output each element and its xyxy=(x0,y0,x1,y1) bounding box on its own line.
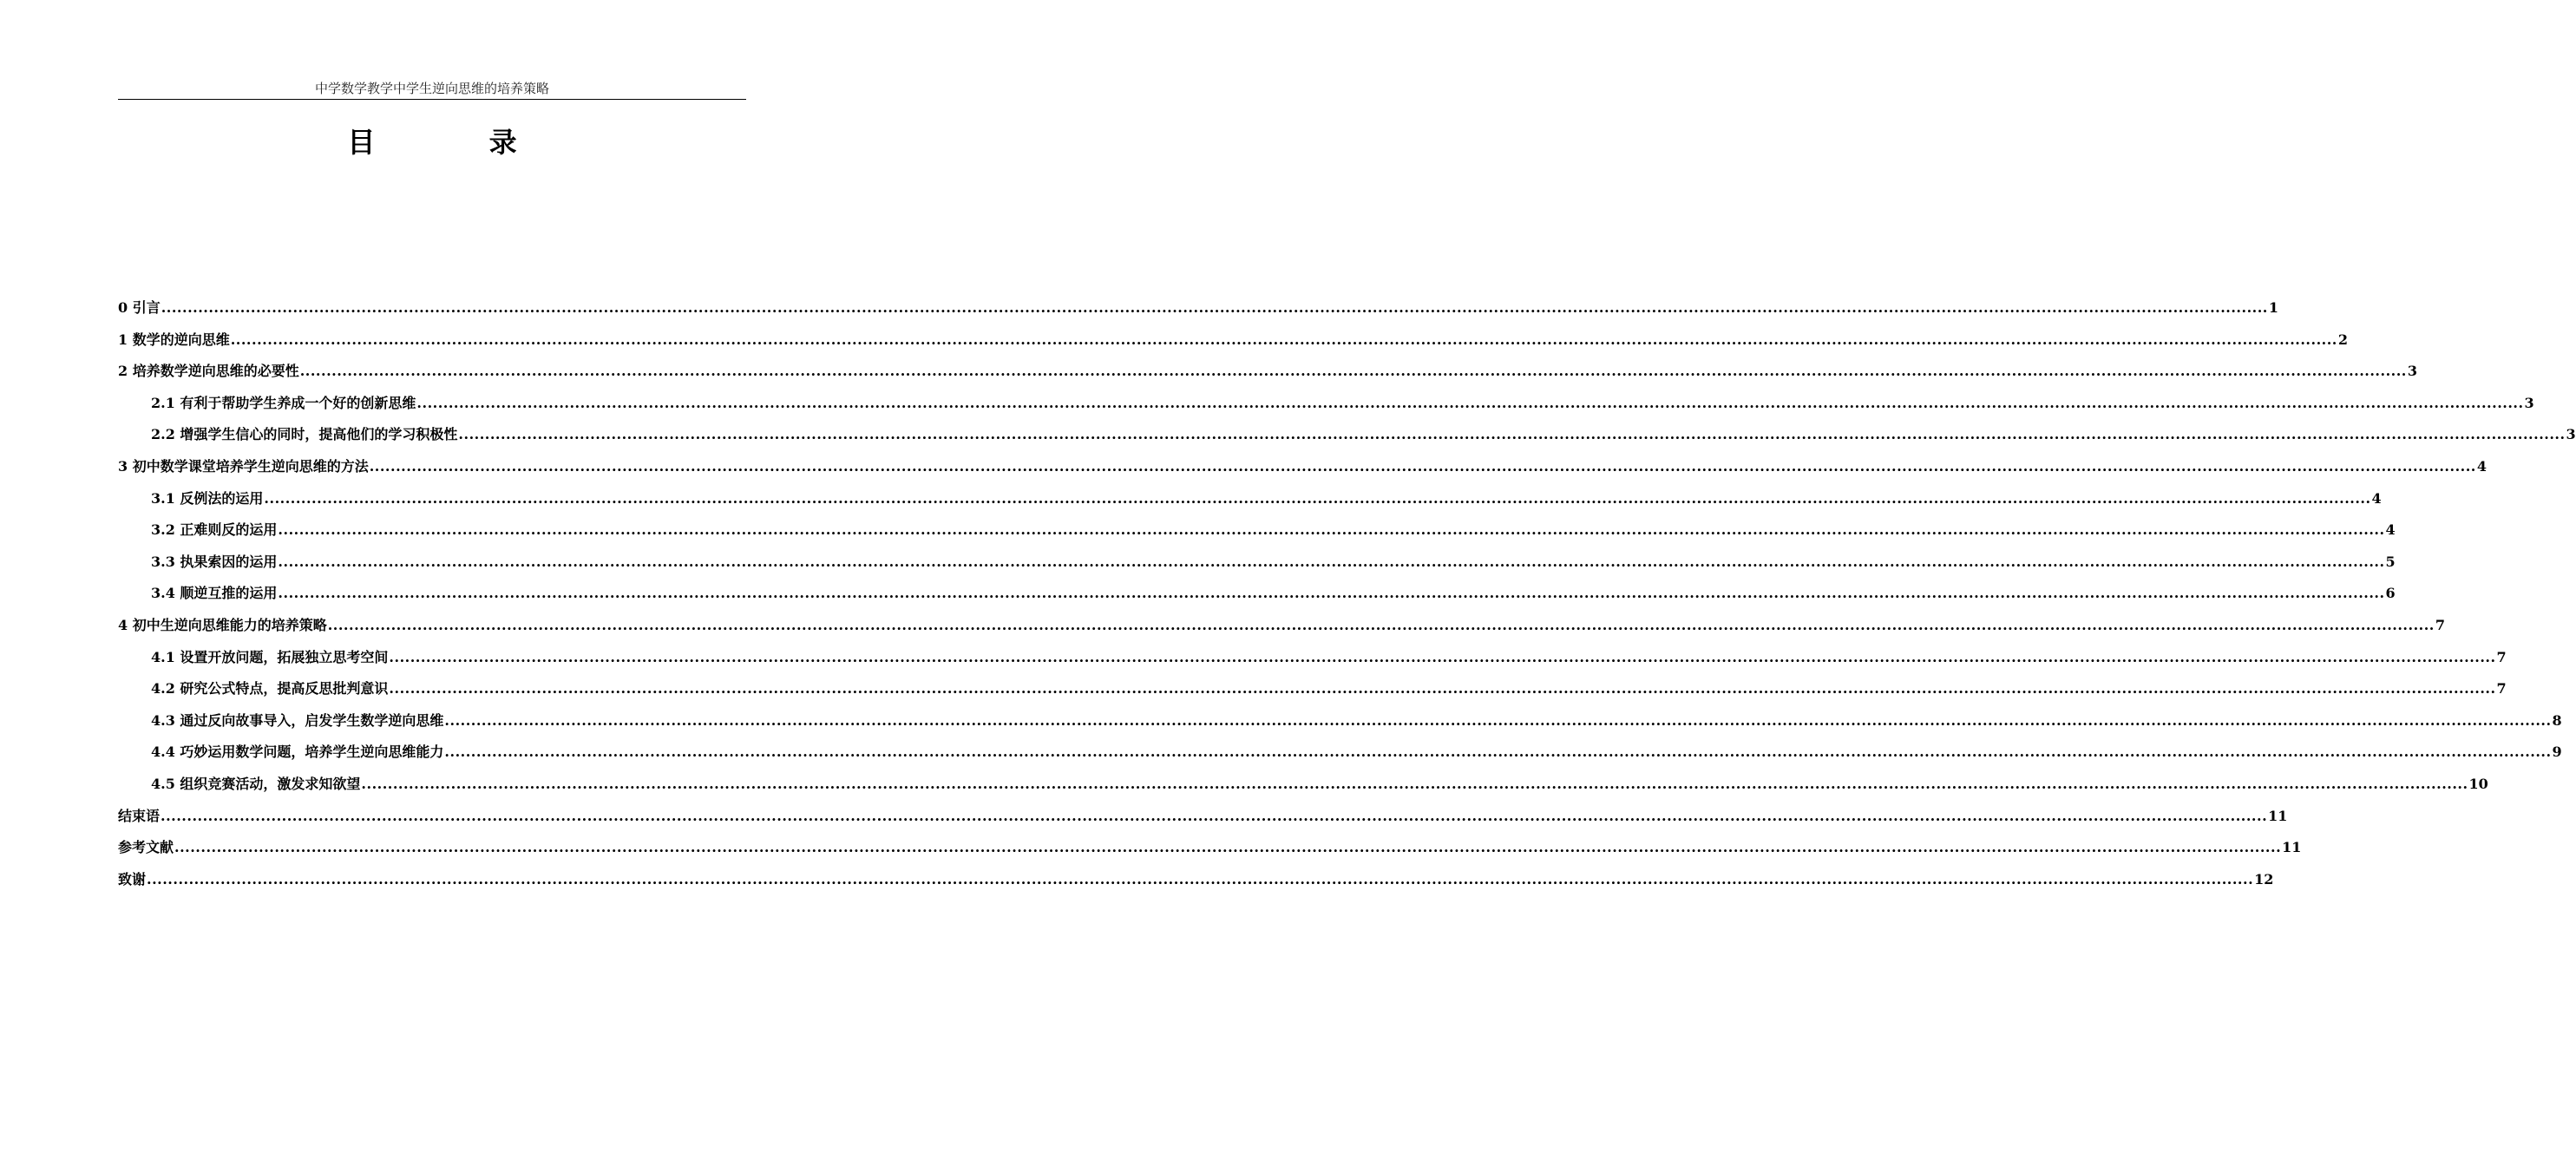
toc-dot-leader: ................................................................................................................................................................................................................................................................................................................................................................................................................ xyxy=(147,870,2254,888)
toc-dot-leader: ................................................................................................................................................................................................................................................................................................................................................................................................................ xyxy=(174,839,2282,856)
toc-page-number: 2 xyxy=(2337,331,2348,348)
toc-entry[interactable] xyxy=(118,773,2488,805)
toc-entry[interactable] xyxy=(118,455,2487,488)
toc-entry-label: 2.2 增强学生信心的同时，提高他们的学习积极性 xyxy=(151,426,458,443)
toc-dot-leader: ................................................................................................................................................................................................................................................................................................................................................................................................................ xyxy=(161,807,2268,824)
toc-page-number: 3 xyxy=(2524,394,2534,411)
toc-dot-leader: ................................................................................................................................................................................................................................................................................................................................................................................................................ xyxy=(369,457,2476,475)
toc-entry[interactable] xyxy=(118,614,2445,646)
toc-entry[interactable] xyxy=(118,519,2396,551)
toc-entry-label: 3.1 反例法的运用 xyxy=(151,489,264,507)
toc-dot-leader: ................................................................................................................................................................................................................................................................................................................................................................................................................ xyxy=(361,775,2468,792)
toc-page-number: 6 xyxy=(2385,585,2396,602)
toc-entry-label: 4 初中生逆向思维能力的培养策略 xyxy=(118,616,327,633)
toc-page-number: 10 xyxy=(2468,775,2488,792)
toc-entry[interactable] xyxy=(118,646,2507,678)
toc-entry[interactable] xyxy=(118,488,2382,520)
toc-entry[interactable] xyxy=(118,710,2562,742)
toc-page-number: 4 xyxy=(2476,457,2487,475)
toc-entry[interactable] xyxy=(118,678,2507,710)
toc-entry-label: 2 培养数学逆向思维的必要性 xyxy=(118,363,299,380)
toc-entry[interactable] xyxy=(118,297,2278,329)
toc-entry[interactable] xyxy=(118,551,2396,583)
toc-page-number: 8 xyxy=(2552,711,2562,729)
toc-dot-leader: ................................................................................................................................................................................................................................................................................................................................................................................................................ xyxy=(389,680,2496,698)
toc-dot-leader: ................................................................................................................................................................................................................................................................................................................................................................................................................ xyxy=(161,299,2268,316)
toc-page-number: 12 xyxy=(2254,870,2274,888)
toc-dot-leader: ................................................................................................................................................................................................................................................................................................................................................................................................................ xyxy=(278,521,2385,539)
toc-page-number: 9 xyxy=(2552,743,2562,761)
toc-entry[interactable] xyxy=(118,392,2534,424)
toc-dot-leader: ................................................................................................................................................................................................................................................................................................................................................................................................................ xyxy=(230,331,2337,348)
toc-entry[interactable] xyxy=(118,805,2288,837)
toc-dot-leader: ................................................................................................................................................................................................................................................................................................................................................................................................................ xyxy=(278,553,2385,570)
toc-dot-leader: ................................................................................................................................................................................................................................................................................................................................................................................................................ xyxy=(264,489,2371,507)
toc-page-number: 11 xyxy=(2282,839,2302,856)
toc-dot-leader: ................................................................................................................................................................................................................................................................................................................................................................................................................ xyxy=(278,585,2385,602)
toc-entry-label: 1 数学的逆向思维 xyxy=(118,331,230,348)
toc-entry-label: 4.5 组织竞赛活动，激发求知欲望 xyxy=(151,775,361,792)
toc-entry[interactable] xyxy=(118,329,2348,361)
toc-entry-label: 4.2 研究公式特点，提高反思批判意识 xyxy=(151,680,389,698)
toc-entry[interactable] xyxy=(118,360,2417,392)
toc-entry-label: 0 引言 xyxy=(118,299,161,316)
toc-entry[interactable] xyxy=(118,423,2576,455)
toc-dot-leader: ................................................................................................................................................................................................................................................................................................................................................................................................................ xyxy=(444,743,2552,761)
toc-entry-label: 3 初中数学课堂培养学生逆向思维的方法 xyxy=(118,457,369,475)
toc-entry[interactable] xyxy=(118,836,2302,868)
running-header: 中学数学教学中学生逆向思维的培养策略 xyxy=(314,81,549,96)
toc-dot-leader: ................................................................................................................................................................................................................................................................................................................................................................................................................ xyxy=(299,363,2407,380)
table-of-contents xyxy=(118,297,2576,900)
toc-entry[interactable] xyxy=(118,582,2396,614)
toc-entry-label: 4.1 设置开放问题，拓展独立思考空间 xyxy=(151,648,389,665)
toc-page-number: 7 xyxy=(2435,616,2445,633)
toc-dot-leader: ................................................................................................................................................................................................................................................................................................................................................................................................................ xyxy=(389,648,2496,665)
toc-dot-leader: ................................................................................................................................................................................................................................................................................................................................................................................................................ xyxy=(416,394,2524,411)
toc-page-number: 3 xyxy=(2566,426,2576,443)
toc-entry-label: 结束语 xyxy=(118,807,161,824)
toc-title: 目 录 xyxy=(347,126,569,159)
toc-page-number: 4 xyxy=(2371,489,2382,507)
toc-entry[interactable] xyxy=(118,741,2562,773)
toc-entry-label: 致谢 xyxy=(118,870,147,888)
toc-entry-label: 参考文献 xyxy=(118,839,174,856)
toc-dot-leader: ................................................................................................................................................................................................................................................................................................................................................................................................................ xyxy=(444,711,2552,729)
toc-page-number: 7 xyxy=(2496,648,2507,665)
toc-entry-label: 4.4 巧妙运用数学问题，培养学生逆向思维能力 xyxy=(151,743,444,761)
toc-entry-label: 3.3 执果索因的运用 xyxy=(151,553,278,570)
toc-entry-label: 2.1 有利于帮助学生养成一个好的创新思维 xyxy=(151,394,416,411)
toc-page-number: 1 xyxy=(2268,299,2278,316)
toc-page-number: 4 xyxy=(2385,521,2396,539)
toc-page-number: 5 xyxy=(2385,553,2396,570)
toc-dot-leader: ................................................................................................................................................................................................................................................................................................................................................................................................................ xyxy=(458,426,2566,443)
toc-dot-leader: ................................................................................................................................................................................................................................................................................................................................................................................................................ xyxy=(327,616,2435,633)
toc-page-number: 7 xyxy=(2496,680,2507,698)
toc-entry-label: 3.2 正难则反的运用 xyxy=(151,521,278,539)
toc-entry-label: 4.3 通过反向故事导入，启发学生数学逆向思维 xyxy=(151,711,444,729)
toc-page-number: 3 xyxy=(2407,363,2417,380)
toc-entry-label: 3.4 顺逆互推的运用 xyxy=(151,585,278,602)
header-rule xyxy=(118,99,746,100)
toc-entry[interactable] xyxy=(118,868,2274,901)
toc-page-number: 11 xyxy=(2268,807,2288,824)
